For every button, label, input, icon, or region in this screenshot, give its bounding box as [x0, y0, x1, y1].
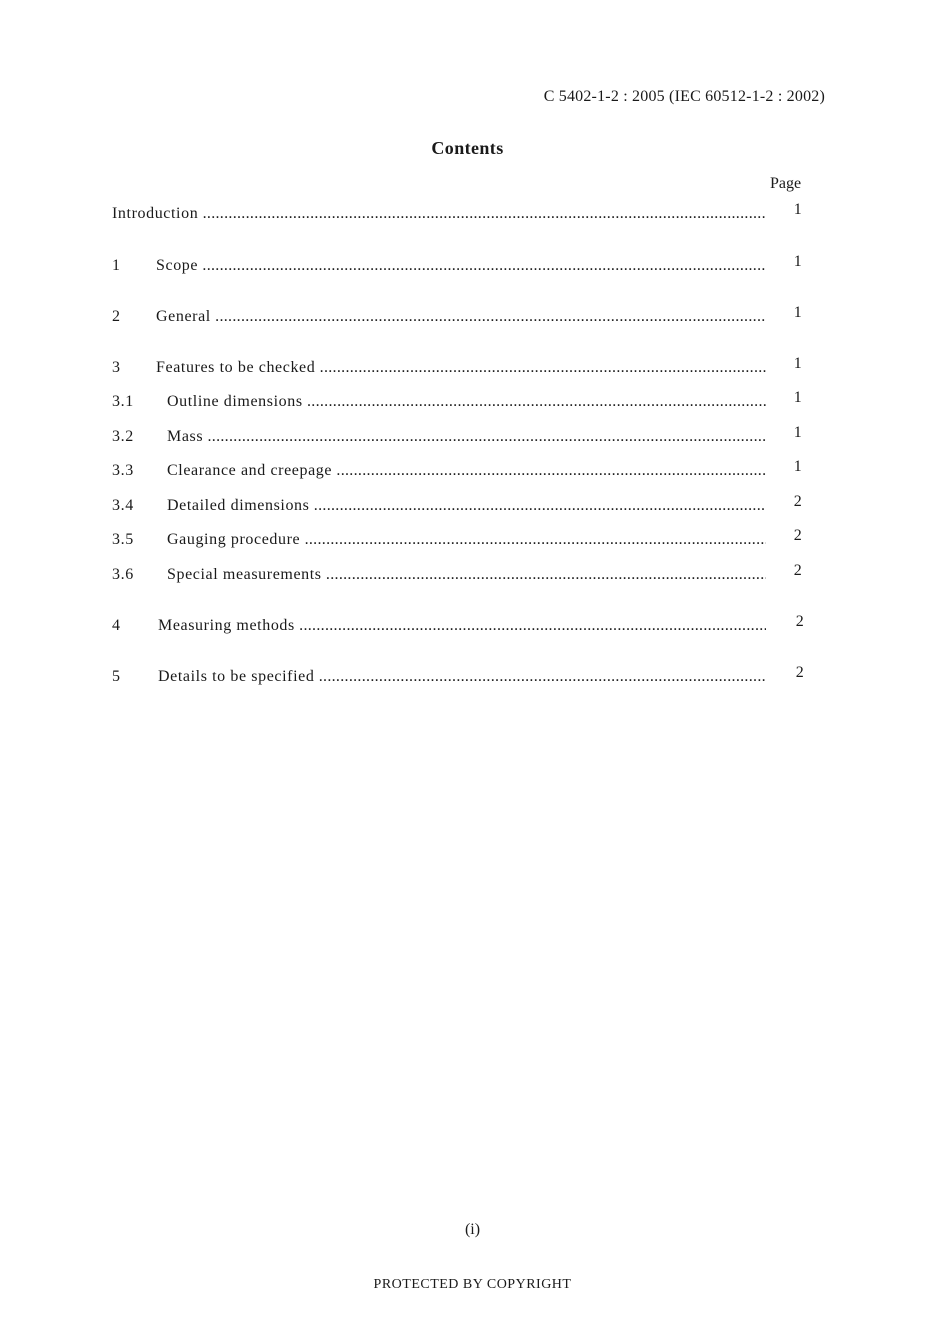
toc-entry-title: Scope ..... [156, 257, 766, 275]
toc-entry-page: 1 [793, 355, 803, 372]
toc-entry-number: 3.5 [112, 531, 134, 548]
toc-entry-page: 1 [793, 424, 803, 441]
toc-entry-number: 5 [112, 668, 121, 685]
toc-entry-number: 2 [112, 308, 121, 325]
toc-entry-detailed-dimensions[interactable] [112, 493, 812, 521]
toc-entry-number: 3.2 [112, 428, 134, 445]
toc-entry-page: 1 [793, 389, 803, 406]
toc-entry-number: 3 [112, 359, 121, 376]
toc-entry-title: Features to be checked ..... [156, 359, 766, 377]
toc-entry-page: 2 [793, 562, 803, 579]
page-column-heading: Page [770, 175, 802, 192]
toc-entry-page: 2 [795, 664, 805, 681]
toc-entry-title: Detailed dimensions ..... [167, 497, 766, 515]
toc-entry-page: 2 [795, 613, 805, 630]
toc-entry-title: General ..... [156, 308, 766, 326]
toc-entry-title: Mass ..... [167, 428, 766, 446]
toc-entry-number: 3.4 [112, 497, 134, 514]
toc-entry-clearance[interactable] [112, 458, 812, 486]
toc-entry-page: 1 [793, 201, 803, 218]
toc-entry-page: 1 [793, 458, 803, 475]
toc-entry-page: 1 [793, 253, 803, 270]
toc-entry-title: Special measurements ..... [167, 566, 766, 584]
toc-entry-features[interactable] [112, 355, 812, 383]
toc-entry-outline-dimensions[interactable] [112, 389, 812, 417]
toc-entry-details-specified[interactable] [112, 664, 812, 692]
page-number: (i) [464, 1221, 481, 1238]
toc-entry-number: 1 [112, 257, 121, 274]
toc-entry-number: 4 [112, 617, 121, 634]
toc-entry-title: Details to be specified ..... [158, 668, 766, 686]
toc-entry-title: Introduction ..... [112, 205, 766, 223]
toc-entry-title: Measuring methods ..... [158, 617, 766, 635]
toc-entry-introduction[interactable] [112, 201, 812, 229]
toc-entry-measuring-methods[interactable] [112, 613, 812, 641]
toc-entry-title: Clearance and creepage ..... [167, 462, 766, 480]
toc-entry-number: 3.3 [112, 462, 134, 479]
toc-entry-gauging[interactable] [112, 527, 812, 555]
toc-entry-special-measurements[interactable] [112, 562, 812, 590]
toc-entry-page: 2 [793, 527, 803, 544]
toc-entry-number: 3.1 [112, 393, 134, 410]
toc-entry-title: Outline dimensions ..... [167, 393, 766, 411]
toc-entry-title: Gauging procedure ..... [167, 531, 766, 549]
copyright-notice: PROTECTED BY COPYRIGHT [373, 1277, 572, 1292]
standard-reference: C 5402-1-2 : 2005 (IEC 60512-1-2 : 2002) [543, 88, 825, 105]
toc-entry-scope[interactable] [112, 253, 812, 281]
contents-title: Contents [431, 138, 504, 158]
toc-entry-page: 1 [793, 304, 803, 321]
toc-entry-mass[interactable] [112, 424, 812, 452]
toc-entry-general[interactable] [112, 304, 812, 332]
toc-entry-number: 3.6 [112, 566, 134, 583]
toc-entry-page: 2 [793, 493, 803, 510]
